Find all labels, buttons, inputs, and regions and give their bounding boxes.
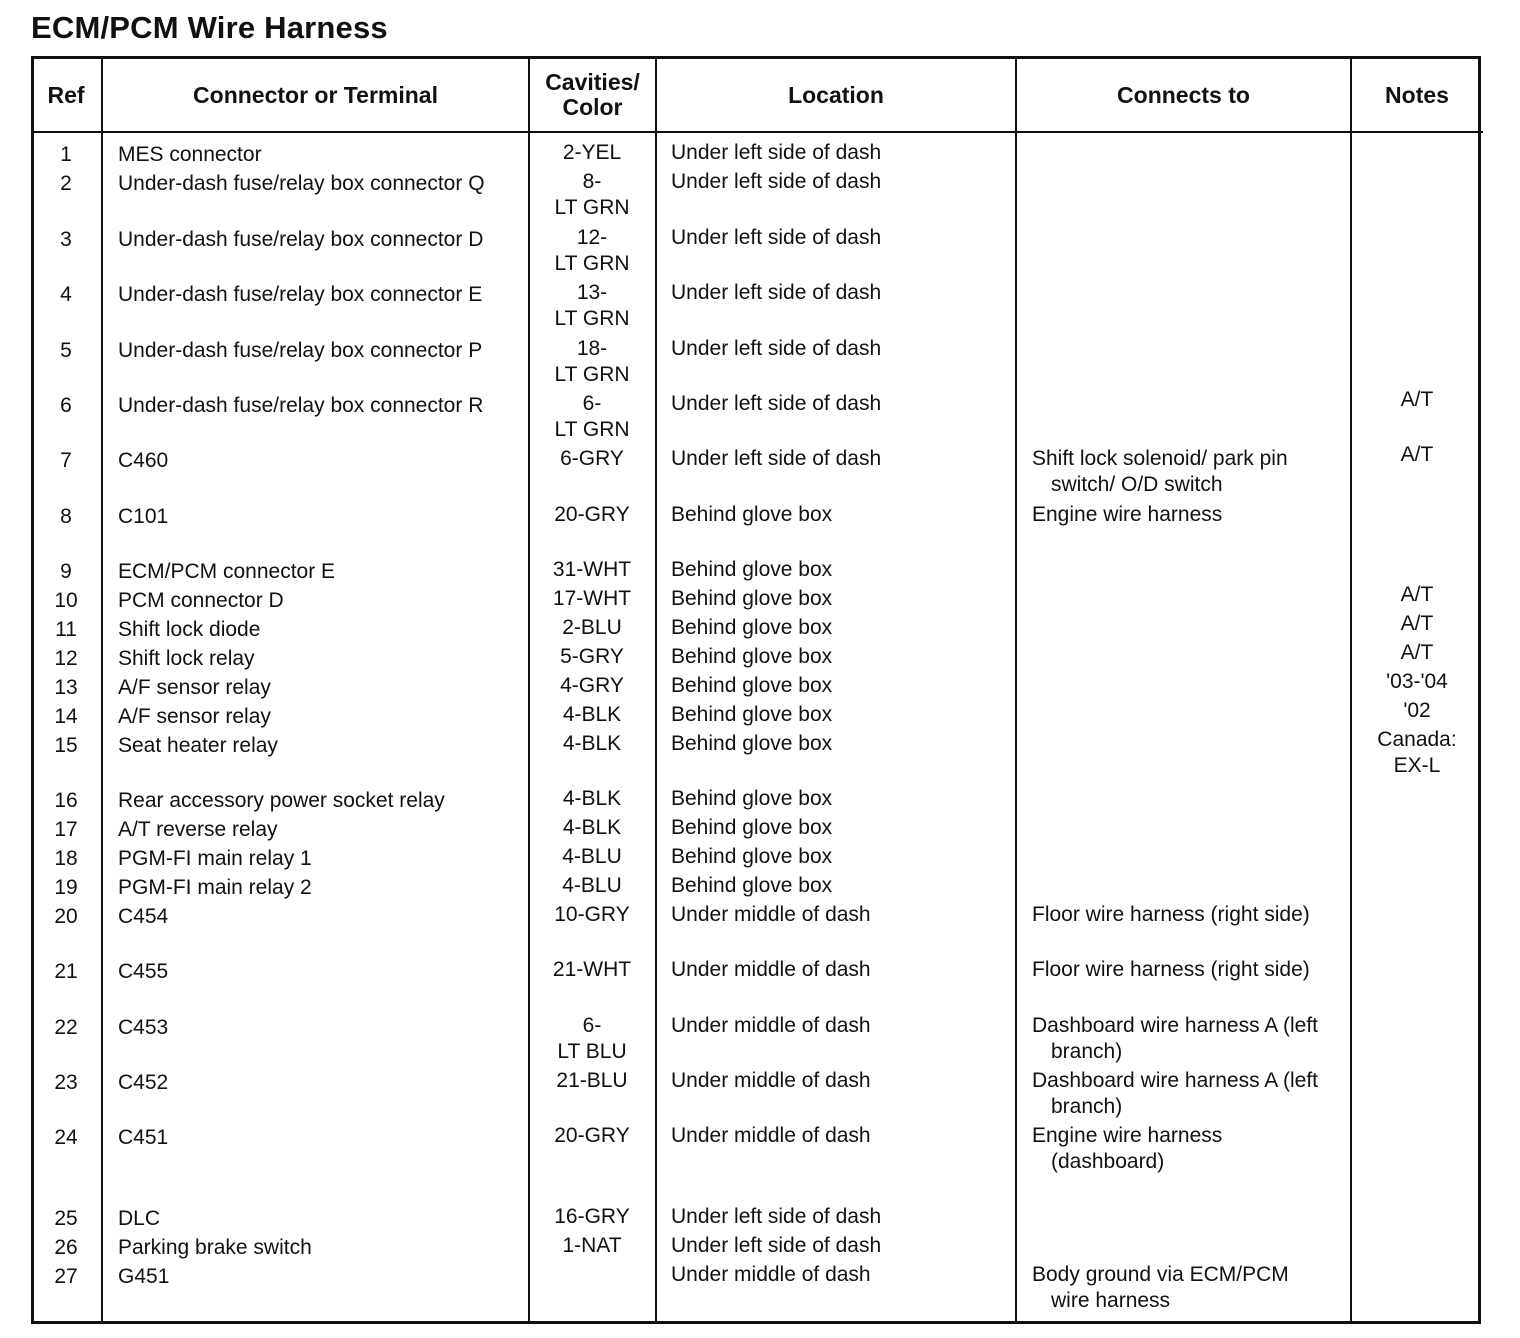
row-connects-to bbox=[1032, 957, 1344, 983]
row-cavities-color: 4-BLK bbox=[562, 732, 622, 755]
row-connects-to bbox=[1032, 1013, 1344, 1065]
row-location: Under middle of dash bbox=[671, 1069, 871, 1092]
column-divider bbox=[655, 56, 657, 1324]
row-cavities-color: 12- LT GRN bbox=[554, 226, 630, 275]
row-location: Behind glove box bbox=[671, 503, 833, 526]
row-cavities-color: 2-YEL bbox=[562, 141, 622, 164]
row-ref: 5 bbox=[60, 339, 72, 362]
row-location: Under middle of dash bbox=[671, 1124, 871, 1147]
row-location: Under middle of dash bbox=[671, 958, 871, 981]
row-ref: 27 bbox=[54, 1265, 78, 1288]
row-connector: Rear accessory power socket relay bbox=[118, 789, 445, 812]
row-ref: 21 bbox=[54, 960, 78, 983]
row-ref: 3 bbox=[60, 228, 72, 251]
row-ref: 17 bbox=[54, 818, 78, 841]
row-cavities-color: 10-GRY bbox=[554, 903, 630, 926]
row-location: Under left side of dash bbox=[671, 281, 882, 304]
row-ref: 26 bbox=[54, 1236, 78, 1259]
row-ref: 14 bbox=[54, 705, 78, 728]
row-ref: 11 bbox=[55, 618, 77, 641]
row-cavities-color: 8- LT GRN bbox=[554, 170, 630, 219]
row-location: Behind glove box bbox=[671, 787, 833, 810]
row-location: Under left side of dash bbox=[671, 447, 882, 470]
row-cavities-color: 6- LT GRN bbox=[554, 392, 630, 441]
row-connects-to bbox=[1032, 446, 1344, 498]
row-location: Behind glove box bbox=[671, 703, 833, 726]
row-connects-to bbox=[1032, 902, 1344, 928]
row-cavities-color: 18- LT GRN bbox=[554, 337, 630, 386]
row-ref: 12 bbox=[54, 647, 78, 670]
row-location: Behind glove box bbox=[671, 558, 833, 581]
row-location: Under left side of dash bbox=[671, 337, 882, 360]
row-cavities-color: 20-GRY bbox=[554, 1124, 630, 1147]
row-ref: 7 bbox=[60, 449, 72, 472]
row-connects-to bbox=[1032, 1262, 1344, 1314]
row-connector: Under-dash fuse/relay box connector R bbox=[118, 394, 484, 417]
row-cavities-color: 6-GRY bbox=[560, 447, 624, 470]
connects-to-line: Shift lock solenoid/ park pin bbox=[1032, 447, 1288, 470]
row-cavities-color: 4-BLK bbox=[562, 816, 622, 839]
row-connector: C451 bbox=[118, 1126, 169, 1149]
header-connects-to: Connects to bbox=[1117, 81, 1250, 108]
row-notes: A/T bbox=[1400, 583, 1434, 606]
row-location: Behind glove box bbox=[671, 616, 833, 639]
row-connector: Shift lock diode bbox=[118, 618, 261, 641]
row-location: Behind glove box bbox=[671, 845, 833, 868]
row-cavities-color: 31-WHT bbox=[552, 558, 632, 581]
row-connector: A/T reverse relay bbox=[118, 818, 278, 841]
row-connector: PGM-FI main relay 1 bbox=[118, 847, 312, 870]
row-cavities-color: 5-GRY bbox=[560, 645, 624, 668]
row-cavities-color: 4-BLK bbox=[562, 703, 622, 726]
connects-to-line: Dashboard wire harness A (left bbox=[1032, 1014, 1318, 1037]
row-cavities-color: 21-WHT bbox=[552, 958, 632, 981]
row-notes: A/T bbox=[1400, 612, 1434, 635]
header-ref: Ref bbox=[47, 81, 85, 108]
row-connector: ECM/PCM connector E bbox=[118, 560, 336, 583]
row-connector: Seat heater relay bbox=[118, 734, 278, 757]
row-location: Behind glove box bbox=[671, 645, 833, 668]
connects-to-line: (dashboard) bbox=[1051, 1150, 1165, 1173]
row-connects-to bbox=[1032, 1123, 1344, 1175]
row-location: Under left side of dash bbox=[671, 392, 882, 415]
row-connector: Under-dash fuse/relay box connector D bbox=[118, 228, 484, 251]
row-cavities-color: 13- LT GRN bbox=[554, 281, 630, 330]
row-connector: C454 bbox=[118, 905, 169, 928]
row-connector: Under-dash fuse/relay box connector Q bbox=[118, 172, 485, 195]
row-notes: '02 bbox=[1403, 699, 1431, 722]
row-connector: G451 bbox=[118, 1265, 170, 1288]
row-connector: Parking brake switch bbox=[118, 1236, 312, 1259]
row-ref: 2 bbox=[60, 172, 72, 195]
row-ref: 23 bbox=[54, 1071, 78, 1094]
row-ref: 18 bbox=[54, 847, 78, 870]
row-cavities-color: 17-WHT bbox=[552, 587, 632, 610]
row-notes: A/T bbox=[1400, 641, 1434, 664]
connects-to-line: Floor wire harness (right side) bbox=[1032, 958, 1310, 981]
connects-to-line: wire harness bbox=[1051, 1289, 1171, 1312]
header-location: Location bbox=[788, 81, 884, 108]
row-connector: A/F sensor relay bbox=[118, 676, 271, 699]
row-connector: Under-dash fuse/relay box connector P bbox=[118, 339, 483, 362]
header-notes: Notes bbox=[1385, 81, 1449, 108]
row-ref: 10 bbox=[54, 589, 78, 612]
row-connects-to bbox=[1032, 1068, 1344, 1120]
connects-to-line: switch/ O/D switch bbox=[1051, 473, 1223, 496]
row-connector: Shift lock relay bbox=[118, 647, 255, 670]
column-divider bbox=[101, 56, 103, 1324]
row-ref: 22 bbox=[54, 1016, 78, 1039]
row-cavities-color: 20-GRY bbox=[554, 503, 630, 526]
row-connector: C455 bbox=[118, 960, 169, 983]
row-ref: 15 bbox=[54, 734, 78, 757]
row-ref: 9 bbox=[60, 560, 72, 583]
column-divider bbox=[1015, 56, 1017, 1324]
row-connector: MES connector bbox=[118, 143, 262, 166]
row-location: Under left side of dash bbox=[671, 1205, 882, 1228]
connects-to-line: Engine wire harness bbox=[1032, 503, 1223, 526]
row-connector: Under-dash fuse/relay box connector E bbox=[118, 283, 483, 306]
row-connector: C453 bbox=[118, 1016, 169, 1039]
row-notes: A/T bbox=[1400, 388, 1434, 411]
row-connector: A/F sensor relay bbox=[118, 705, 271, 728]
row-ref: 1 bbox=[60, 143, 72, 166]
row-location: Under left side of dash bbox=[671, 1234, 882, 1257]
row-ref: 19 bbox=[54, 876, 78, 899]
row-ref: 8 bbox=[60, 505, 72, 528]
header-connector: Connector or Terminal bbox=[193, 81, 438, 108]
row-ref: 13 bbox=[54, 676, 78, 699]
row-notes: A/T bbox=[1400, 443, 1434, 466]
connects-to-line: branch) bbox=[1051, 1095, 1123, 1118]
row-connector: PCM connector D bbox=[118, 589, 284, 612]
row-connector: C452 bbox=[118, 1071, 169, 1094]
row-location: Under middle of dash bbox=[671, 1014, 871, 1037]
row-location: Under middle of dash bbox=[671, 1263, 871, 1286]
row-location: Under middle of dash bbox=[671, 903, 871, 926]
row-location: Behind glove box bbox=[671, 874, 833, 897]
row-cavities-color: 16-GRY bbox=[554, 1205, 630, 1228]
row-connector: C460 bbox=[118, 449, 169, 472]
connects-to-line: Engine wire harness bbox=[1032, 1124, 1223, 1147]
row-notes: Canada: EX-L bbox=[1377, 728, 1457, 777]
header-cavities-color: Cavities/ Color bbox=[545, 69, 640, 120]
header-divider bbox=[31, 131, 1483, 133]
row-location: Under left side of dash bbox=[671, 170, 882, 193]
row-connector: DLC bbox=[118, 1207, 161, 1230]
row-cavities-color: 6- LT BLU bbox=[557, 1014, 627, 1063]
row-cavities-color: 2-BLU bbox=[562, 616, 622, 639]
row-cavities-color: 4-GRY bbox=[560, 674, 624, 697]
row-location: Under left side of dash bbox=[671, 226, 882, 249]
connects-to-line: Dashboard wire harness A (left bbox=[1032, 1069, 1318, 1092]
page-title: ECM/PCM Wire Harness bbox=[31, 10, 388, 45]
row-location: Behind glove box bbox=[671, 816, 833, 839]
row-connector: PGM-FI main relay 2 bbox=[118, 876, 312, 899]
row-cavities-color: 1-NAT bbox=[562, 1234, 622, 1257]
row-cavities-color: 4-BLU bbox=[562, 845, 622, 868]
row-location: Behind glove box bbox=[671, 732, 833, 755]
connects-to-line: branch) bbox=[1051, 1040, 1123, 1063]
row-ref: 20 bbox=[54, 905, 78, 928]
row-notes: '03-'04 bbox=[1386, 670, 1448, 693]
row-ref: 4 bbox=[60, 283, 72, 306]
row-connector: C101 bbox=[118, 505, 169, 528]
connects-to-line: Body ground via ECM/PCM bbox=[1032, 1263, 1289, 1286]
row-ref: 16 bbox=[54, 789, 78, 812]
row-location: Under left side of dash bbox=[671, 141, 882, 164]
row-ref: 25 bbox=[54, 1207, 78, 1230]
row-cavities-color: 4-BLK bbox=[562, 787, 622, 810]
row-cavities-color: 4-BLU bbox=[562, 874, 622, 897]
row-location: Behind glove box bbox=[671, 674, 833, 697]
row-cavities-color: 21-BLU bbox=[556, 1069, 628, 1092]
row-ref: 6 bbox=[60, 394, 72, 417]
row-location: Behind glove box bbox=[671, 587, 833, 610]
row-connects-to bbox=[1032, 502, 1344, 528]
connects-to-line: Floor wire harness (right side) bbox=[1032, 903, 1310, 926]
row-ref: 24 bbox=[54, 1126, 78, 1149]
